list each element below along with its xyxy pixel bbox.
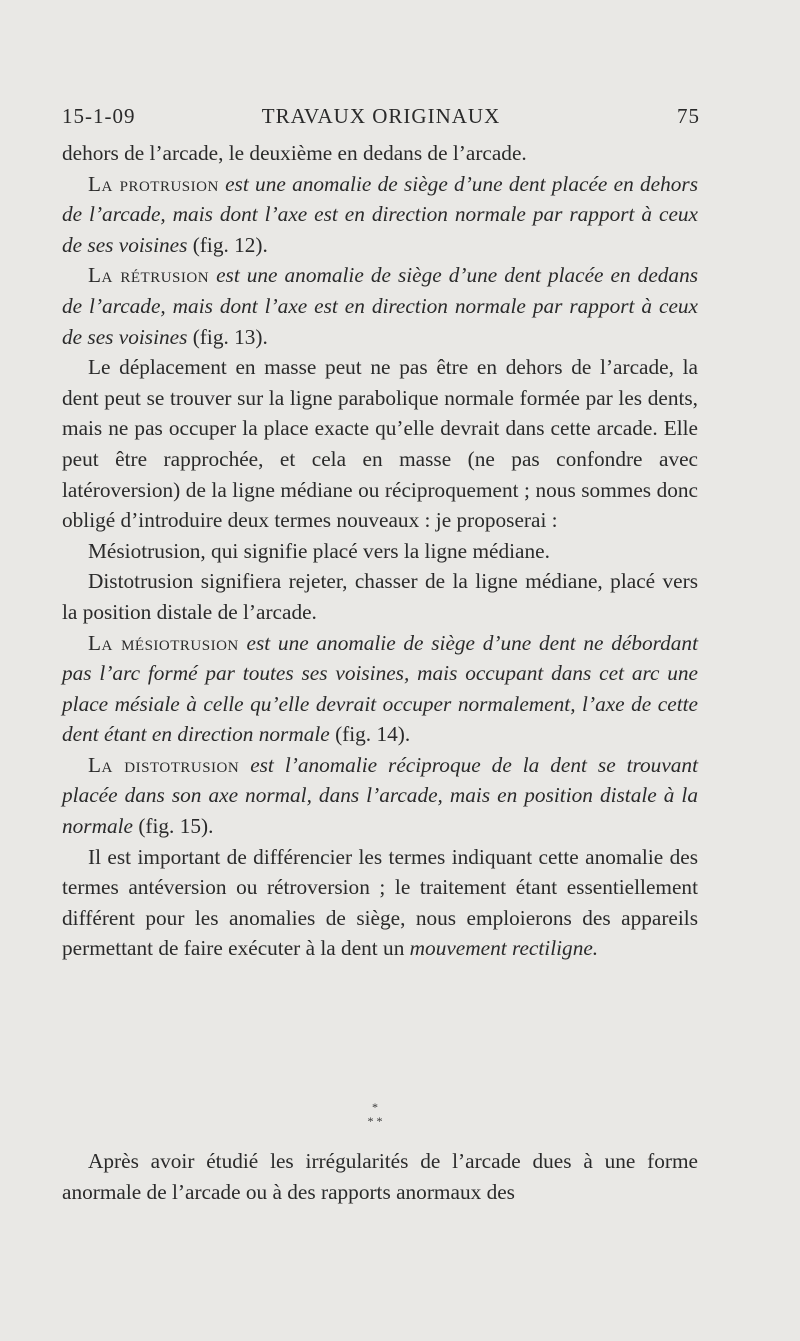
- paragraph-difference: [62, 842, 698, 964]
- emphasis-rectilinear: mouvement rectiligne.: [409, 936, 599, 961]
- figure-ref-15: (fig. 15).: [138, 814, 214, 839]
- term-protrusion: La protrusion: [88, 171, 219, 196]
- closing-section: [62, 1146, 698, 1207]
- paragraph-distotrusion: [62, 750, 698, 842]
- asterism-bottom: * *: [367, 1114, 383, 1128]
- asterism-top: *: [372, 1100, 378, 1114]
- paragraph-deplacement: Le déplacement en masse peut ne pas être en dehors de l’arcade, la dent peut se trouver sur la ligne parabolique normale formée par les dents, mais ne pas occuper la place exacte qu’elle devrait dans cette arcade. Elle peut être rapprochée, et cela en masse (ne pas confondre avec latéroversion) de la ligne médiane ou réciproquement ; nous sommes donc obligé d’introduire deux termes nouveaux : je proposerai :: [62, 355, 698, 533]
- header-date: 15-1-09: [62, 104, 136, 128]
- page-number: 75: [677, 104, 700, 128]
- definition-retrusion: est une anomalie de siège d’une dent placée en dedans de l’arcade, mais dont l’axe est en direction normale par rapport à ceux de ses voisines: [62, 263, 699, 349]
- paragraph-distotrusion-meaning: Distotrusion signifiera rejeter, chasser de la ligne médiane, placé vers la position distale de l’arcade.: [62, 569, 698, 624]
- figure-ref-14: (fig. 14).: [335, 722, 411, 747]
- term-mesiotrusion: La mésiotrusion: [88, 630, 239, 655]
- term-distotrusion: La distotrusion: [88, 752, 240, 777]
- definition-mesiotrusion: est une anomalie de siège d’une dent ne débordant pas l’arc formé par toutes ses voisines, mais occupant dans cet arc une place mésiale à celle qu’elle devrait occuper normalement, l’axe de cette dent étant en direction normale: [62, 630, 699, 747]
- paragraph-protrusion: [62, 169, 698, 261]
- difference-text: Il est important de différencier les termes indiquant cette anomalie des termes antéversion ou rétroversion ; le traitement étant essentiellement différent pour les anomalies de siège, nous emploierons des appareils permettant de faire exécuter à la dent un: [62, 844, 698, 961]
- paragraph-mesiotrusion-meaning: Mésiotrusion, qui signifie placé vers la ligne médiane.: [88, 538, 550, 563]
- paragraph-mesiotrusion: [62, 628, 698, 750]
- section-separator: [355, 1100, 395, 1128]
- term-retrusion: La rétrusion: [88, 263, 210, 288]
- running-header: [62, 104, 700, 132]
- paragraph-retrusion: [62, 260, 698, 352]
- definition-distotrusion: est l’anomalie réciproque de la dent se trouvant placée dans son axe normal, dans l’arcade, mais en position distale à la normale: [62, 752, 698, 839]
- definition-protrusion: est une anomalie de siège d’une dent placée en dehors de l’arcade, mais dont l’axe est en direction normale par rapport à ceux de ses voisines: [62, 171, 698, 257]
- figure-ref-12: (fig. 12).: [192, 232, 268, 257]
- header-title: TRAVAUX ORIGINAUX: [261, 104, 501, 128]
- page-body: [62, 138, 698, 964]
- figure-ref-13: (fig. 13).: [192, 324, 268, 349]
- paragraph-closing: Après avoir étudié les irrégularités de l’arcade dues à une forme anormale de l’arcade ou à des rapports anormaux des: [62, 1149, 698, 1204]
- paragraph-continuation: dehors de l’arcade, le deuxième en dedans de l’arcade.: [62, 141, 527, 165]
